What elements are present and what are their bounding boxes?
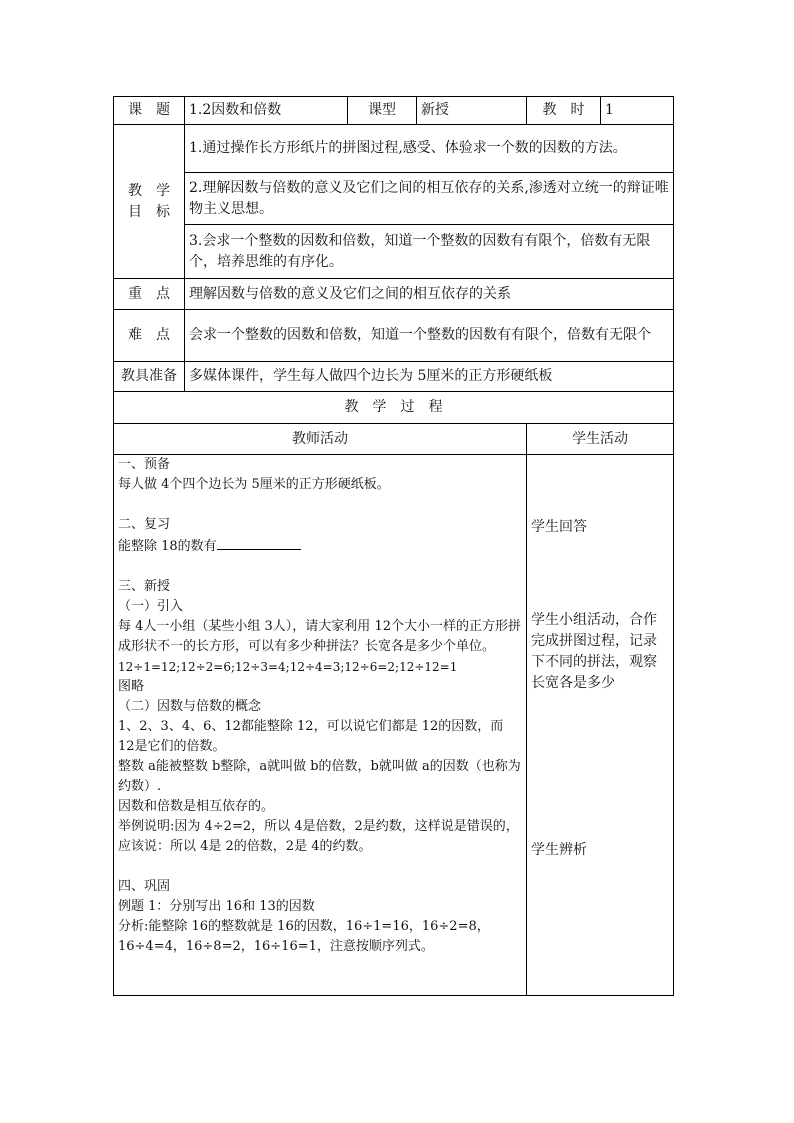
section-3-para3: 整数 a能被整数 b整除，a就叫做 b的倍数，b就叫做 a的因数（也称为约数）. bbox=[118, 759, 521, 794]
goal-row-3 bbox=[114, 225, 674, 279]
section-2-title: 二、复习 bbox=[118, 517, 171, 532]
key-point-label: 重 点 bbox=[114, 279, 185, 310]
goals-label-line1: 教 学 bbox=[128, 182, 170, 199]
section-3-title: 三、新授 bbox=[118, 579, 171, 594]
tools-text: 多媒体课件，学生每人做四个边长为 5厘米的正方形硬纸板 bbox=[185, 362, 674, 392]
lesson-plan bbox=[113, 96, 673, 996]
difficulty-text: 会求一个整数的因数和倍数，知道一个整数的因数有有限个，倍数有无限个 bbox=[185, 310, 674, 362]
section-4-para2: 分析:能整除 16的整数就是 16的因数，16÷1=16，16÷2=8，16÷4=4，16÷8=2，16÷16=1，注意按顺序列式。 bbox=[118, 919, 490, 954]
hours-label: 教 时 bbox=[527, 97, 601, 125]
goals-label-line2: 目 标 bbox=[128, 203, 170, 220]
lesson-plan-table bbox=[113, 96, 674, 996]
section-1-text: 每人做 4个四个边长为 5厘米的正方形硬纸板。 bbox=[118, 477, 390, 492]
goal-item-3: 3.会求一个整数的因数和倍数，知道一个整数的因数有有限个，倍数有无限个，培养思维的有序化。 bbox=[185, 225, 674, 279]
section-3-para1: 每 4人一小组（某些小组 3人），请大家利用 12个大小一样的正方形拼成形状不一的长方形，可以有多少种拼法？长宽各是多少个单位。 bbox=[118, 619, 521, 654]
tools-row bbox=[114, 362, 674, 392]
student-answer-1: 学生回答 bbox=[531, 519, 587, 535]
section-3-sub2: （二）因数与倍数的概念 bbox=[118, 699, 262, 714]
type-label: 课型 bbox=[348, 97, 417, 125]
difficulty-label: 难 点 bbox=[114, 310, 185, 362]
header-row bbox=[114, 97, 674, 125]
section-3-figure-note: 图略 bbox=[118, 679, 145, 694]
student-answer-2: 学生小组活动，合作完成拼图过程，记录下不同的拼法，观察长宽各是多少 bbox=[531, 612, 657, 691]
goal-item-1: 1.通过操作长方形纸片的拼图过程,感受、体验求一个数的因数的方法。 bbox=[185, 125, 674, 173]
section-1-title: 一、预备 bbox=[118, 457, 171, 472]
activity-body-row bbox=[114, 455, 674, 996]
type-value: 新授 bbox=[417, 97, 527, 125]
activity-header-row bbox=[114, 424, 674, 455]
goal-item-2: 2.理解因数与倍数的意义及它们之间的相互依存的关系,渗透对立统一的辩证唯物主义思想。 bbox=[185, 173, 674, 225]
goal-row-2 bbox=[114, 173, 674, 225]
section-4-para1: 例题 1：分别写出 16和 13的因数 bbox=[118, 899, 315, 914]
section-3-para5: 举例说明:因为 4÷2=2，所以 4是倍数，2是约数，这样说是错误的，应该说：所以 4是 2的倍数，2是 4的约数。 bbox=[118, 819, 519, 854]
tools-label: 教具准备 bbox=[114, 362, 185, 392]
goal-row-1 bbox=[114, 125, 674, 173]
difficulty-row bbox=[114, 310, 674, 362]
section-2-line bbox=[118, 535, 522, 557]
lesson-label: 课 题 bbox=[114, 97, 185, 125]
section-3-para2: 1、2、3、4、6、12都能整除 12，可以说它们都是 12的因数，而 12是它们的倍数。 bbox=[118, 719, 504, 754]
teacher-activity-header: 教师活动 bbox=[114, 424, 527, 455]
teacher-activity bbox=[114, 455, 527, 996]
section-2-text: 能整除 18的数有 bbox=[118, 539, 217, 554]
student-activity bbox=[527, 455, 674, 996]
process-title: 教 学 过 程 bbox=[114, 392, 674, 424]
section-3-equations: 12÷1=12;12÷2=6;12÷3=4;12÷4=3;12÷6=2;12÷12=1 bbox=[118, 660, 458, 674]
goals-label bbox=[114, 125, 185, 279]
answer-blank bbox=[217, 535, 301, 550]
key-point-row bbox=[114, 279, 674, 310]
student-activity-header: 学生活动 bbox=[527, 424, 674, 455]
student-answer-3: 学生辨析 bbox=[531, 842, 587, 858]
section-3-para4: 因数和倍数是相互依存的。 bbox=[118, 799, 275, 814]
process-title-row bbox=[114, 392, 674, 424]
lesson-value: 1.2因数和倍数 bbox=[185, 97, 348, 125]
section-3-sub1: （一）引入 bbox=[118, 599, 184, 614]
key-point-text: 理解因数与倍数的意义及它们之间的相互依存的关系 bbox=[185, 279, 674, 310]
hours-value: 1 bbox=[601, 97, 674, 125]
section-4-title: 四、巩固 bbox=[118, 879, 171, 894]
